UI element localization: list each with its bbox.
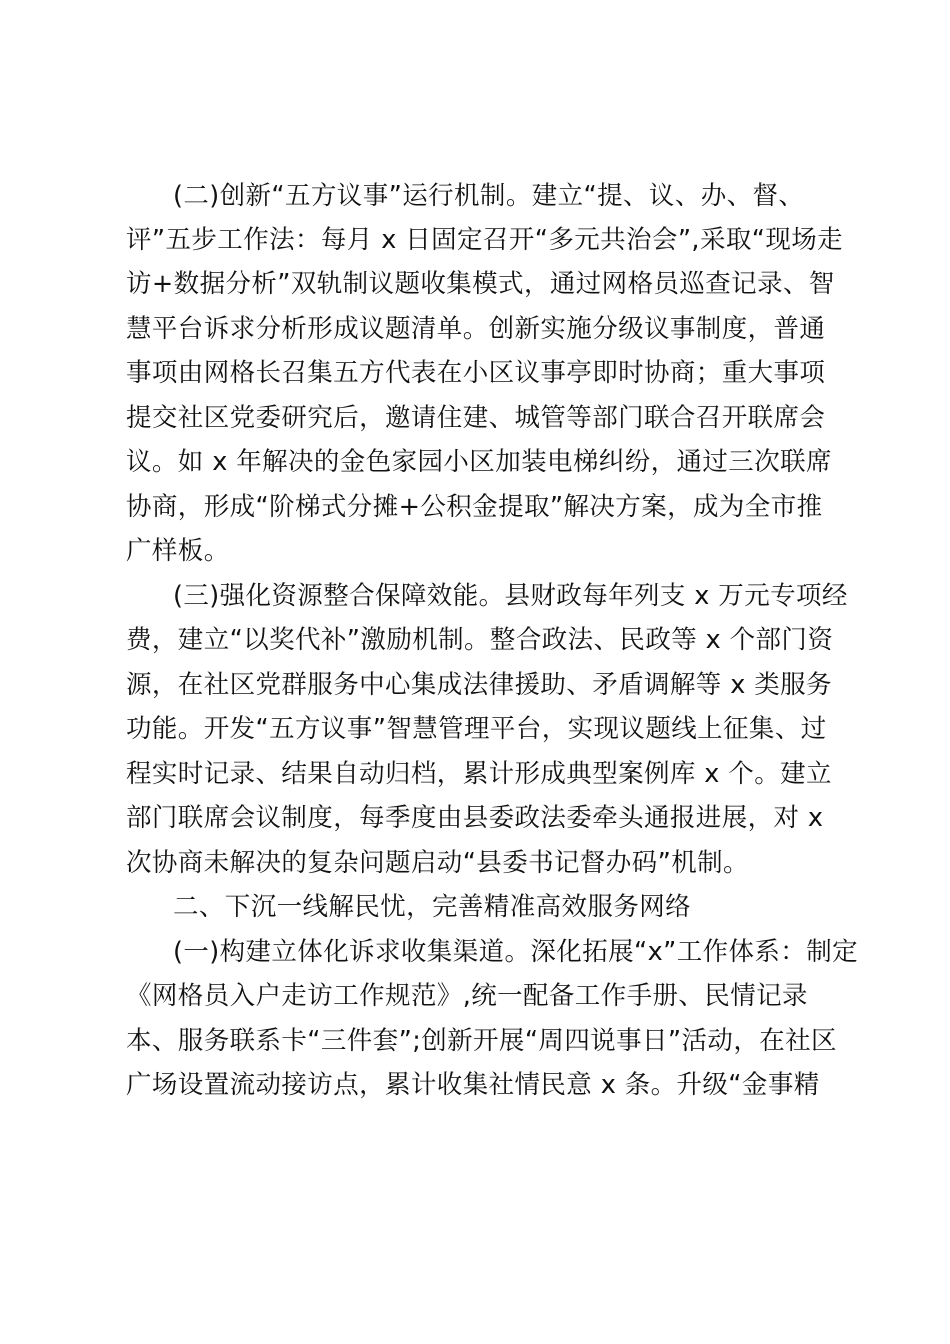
paragraph-2-3-line-1: (三)强化资源整合保障效能。县财政每年列支 x 万元专项经 [173,581,848,611]
paragraph-3-1-line-3: 本、服务联系卡“三件套”;创新开展“周四说事日”活动，在社区 [126,1026,837,1056]
paragraph-3-1-line-4: 广场设置流动接访点，累计收集社情民意 x 条。升级“金事精 [126,1070,820,1100]
paragraph-2-3-line-3: 源，在社区党群服务中心集成法律援助、矛盾调解等 x 类服务 [126,670,832,700]
section-heading-2: 二、下沉一线解民忧，完善精准高效服务网络 [173,892,692,922]
paragraph-2-2-line-3: 访+数据分析”双轨制议题收集模式，通过网格员巡查记录、智 [126,269,835,299]
paragraph-3-1-line-2: 《网格员入户走访工作规范》,统一配备工作手册、民情记录 [126,981,808,1011]
paragraph-2-3-line-6: 部门联席会议制度，每季度由县委政法委牵头通报进展，对 x [126,803,824,833]
paragraph-2-3-line-4: 功能。开发“五方议事”智慧管理平台，实现议题线上征集、过 [126,714,827,744]
paragraph-2-2-line-2: 评”五步工作法：每月 x 日固定召开“多元共治会”,采取“现场走 [126,225,844,255]
paragraph-3-1-line-1: (一)构建立体化诉求收集渠道。深化拓展“x”工作体系：制定 [173,937,859,967]
paragraph-2-2-line-1: (二)创新“五方议事”运行机制。建立“提、议、办、督、 [173,181,805,211]
paragraph-2-2-line-6: 提交社区党委研究后，邀请住建、城管等部门联合召开联席会 [126,403,826,433]
paragraph-2-2-line-8: 协商，形成“阶梯式分摊+公积金提取”解决方案，成为全市推 [126,492,823,522]
paragraph-2-3-line-7: 次协商未解决的复杂问题启动“县委书记督办码”机制。 [126,848,749,878]
paragraph-2-2-line-9: 广样板。 [126,536,230,566]
paragraph-2-3-line-2: 费，建立“以奖代补”激励机制。整合政法、民政等 x 个部门资 [126,625,834,655]
paragraph-2-2-line-5: 事项由网格长召集五方代表在小区议事亭即时协商；重大事项 [126,358,826,388]
paragraph-2-2-line-4: 慧平台诉求分析形成议题清单。创新实施分级议事制度，普通 [126,314,826,344]
paragraph-2-2-line-7: 议。如 x 年解决的金色家园小区加装电梯纠纷，通过三次联席 [126,447,832,477]
paragraph-2-3-line-5: 程实时记录、结果自动归档，累计形成典型案例库 x 个。建立 [126,759,832,789]
